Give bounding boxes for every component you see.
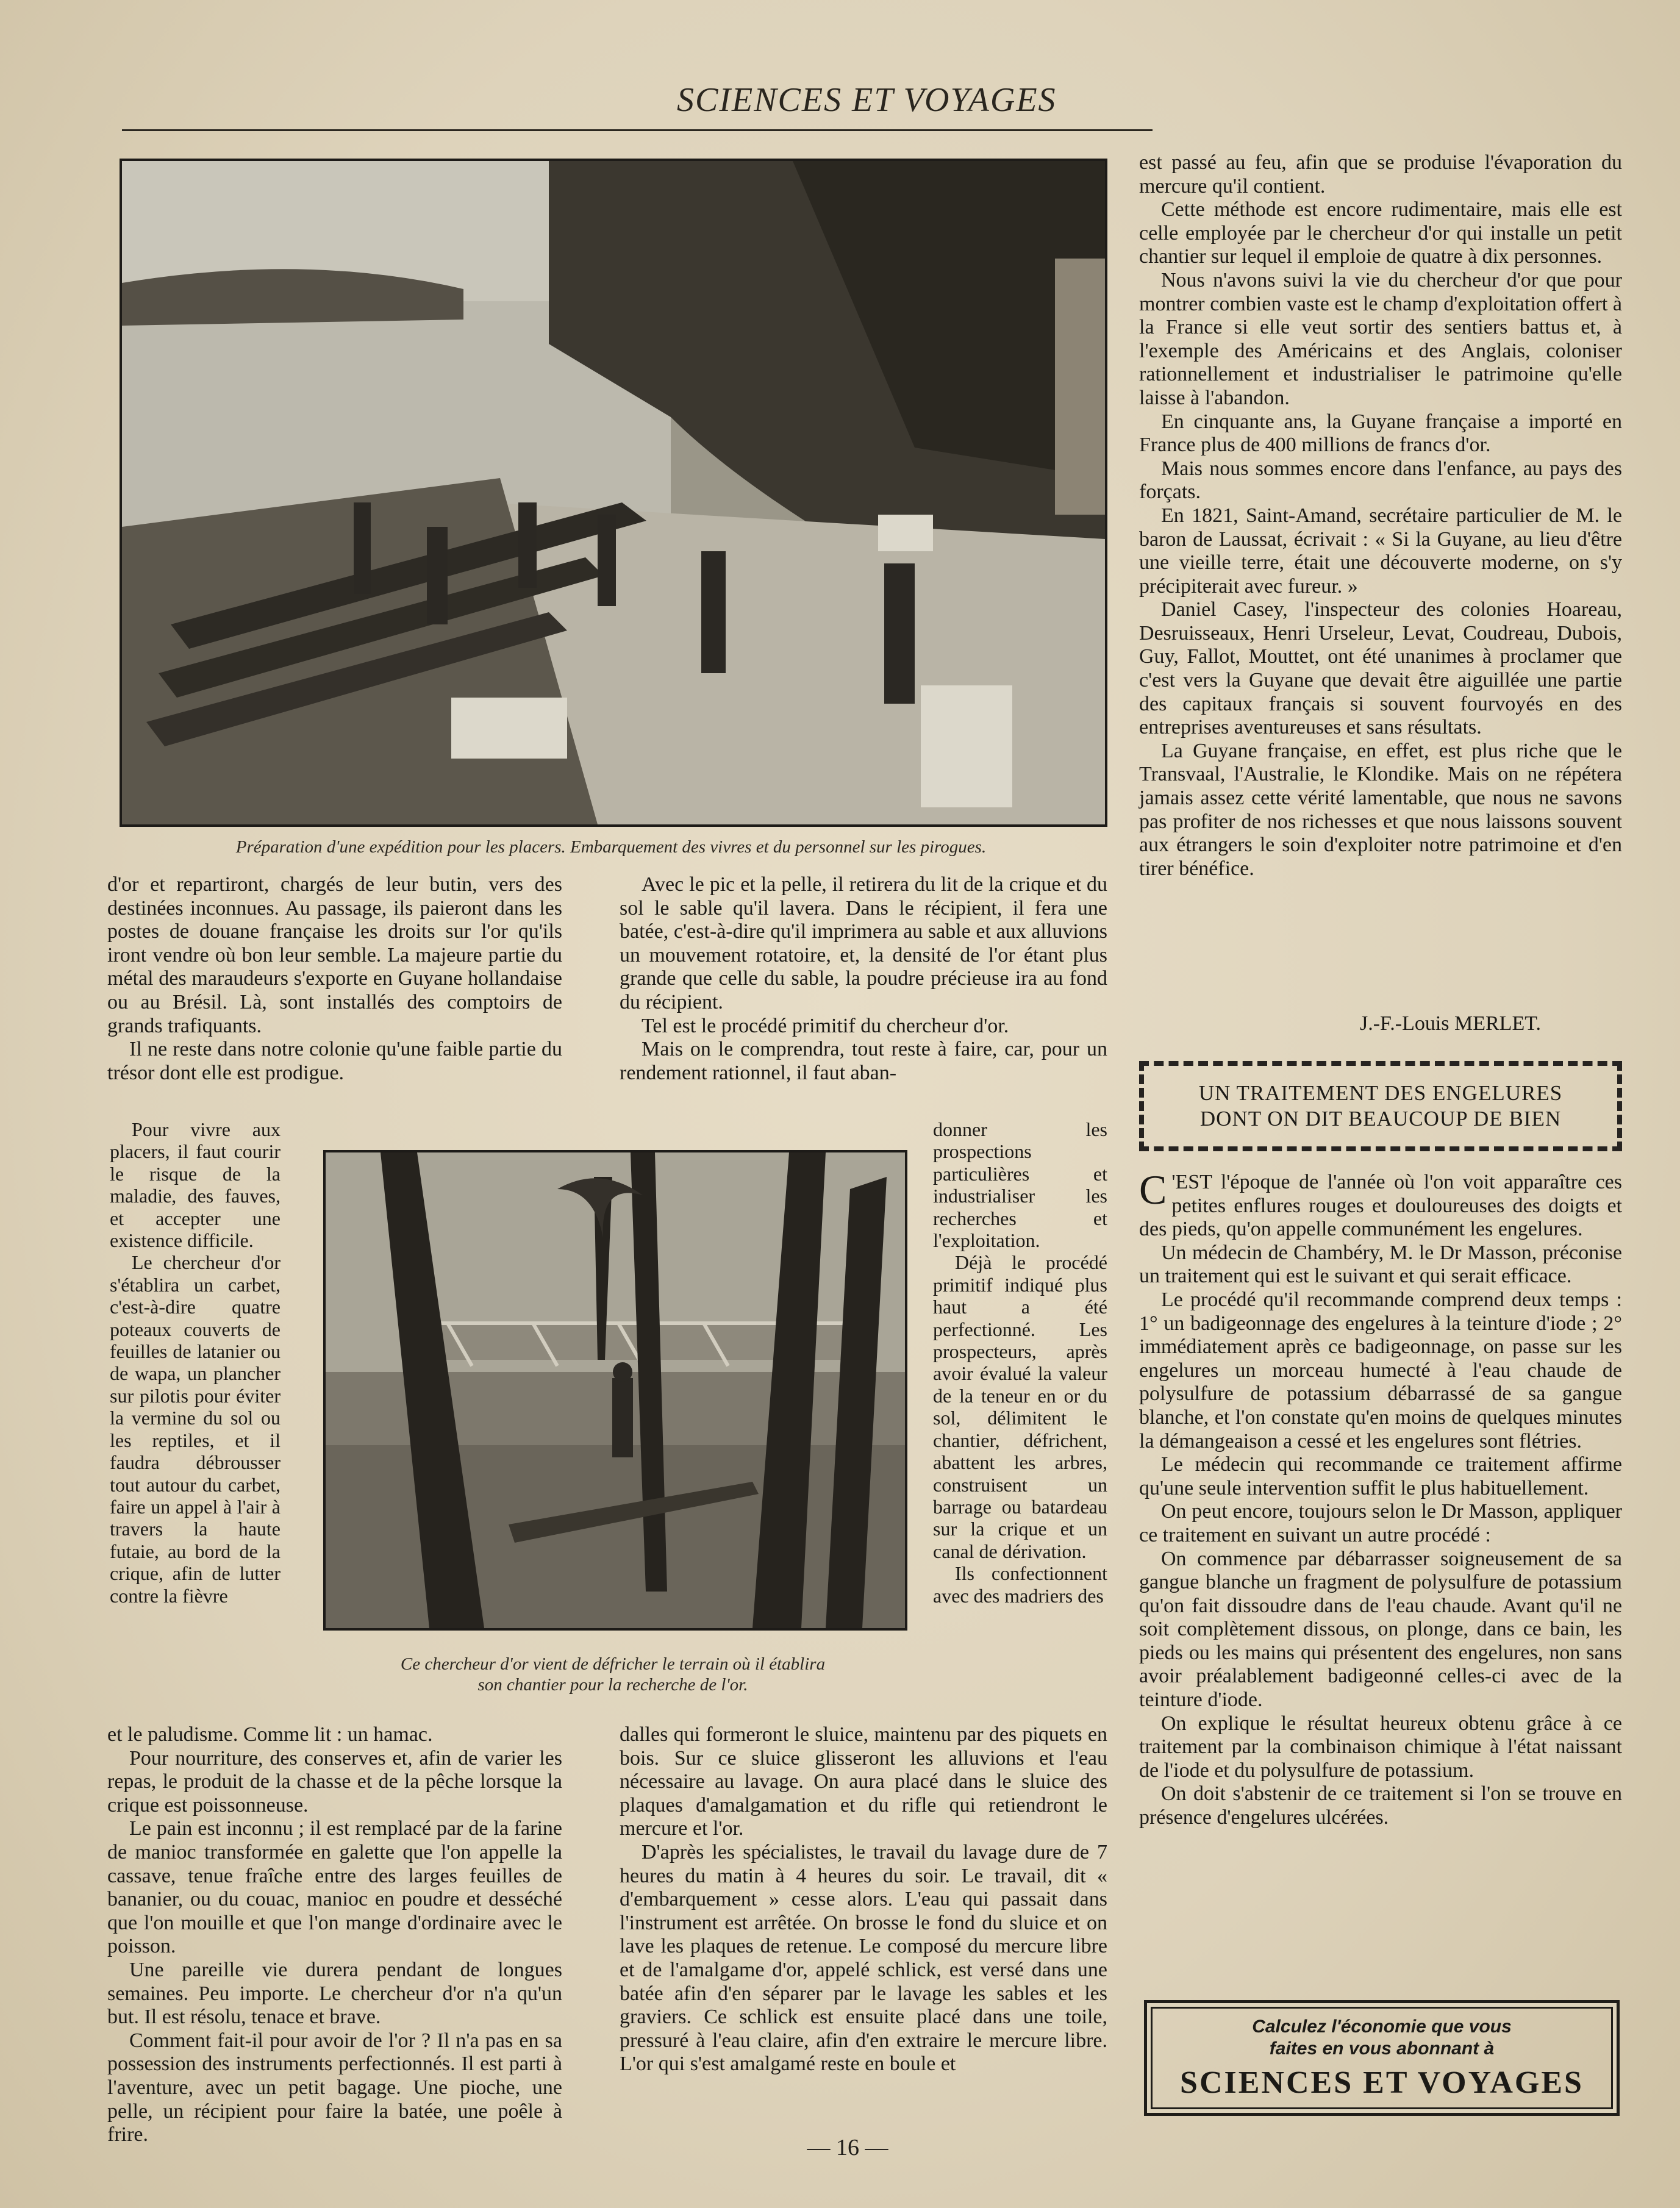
paragraph: Ils confectionnent avec des madriers des [933,1562,1107,1607]
paragraph: Le médecin qui recommande ce traitement affirme qu'une seule intervention suffit le plus habituellement. [1139,1453,1622,1499]
paragraph: est passé au feu, afin que se produise l'évaporation du mercure qu'il contient. [1139,151,1622,198]
headline-line2: DONT ON DIT BEAUCOUP DE BIEN [1199,1107,1562,1131]
paragraph: En cinquante ans, la Guyane française a importé en France plus de 400 millions de francs d'or. [1139,410,1622,457]
paragraph: Avec le pic et la pelle, il retirera du lit de la crique et du sol le sable qu'il lavera. Dans le récipient, il fera une batée, c'est-à-dire qu'il imprimera au sable et aux alluvions un mouvement rotatoire, et, la densité de l'or étant plus grande que celle du sable, la poudre précieuse ira au fond du récipient. [620,873,1107,1013]
paragraph: Le procédé qu'il recommande comprend deux temps : 1° un badigeonnage des engelures à la teinture d'iode ; 2° immédiatement après ce badigeonnage, on passe sur les engelures un morceau humecté à l'eau chaude de polysulfure de potassium débarrassé de sa gangue blanche, et l'on constate qu'en moins de quelques minutes la démangeaison a cessé et les engelures sont flétries. [1139,1288,1622,1452]
article1-col1-bottom [107,1723,562,2146]
running-head-title: SCIENCES ET VOYAGES [677,81,1057,119]
subscription-advert [1144,2000,1620,2116]
paragraph: Déjà le procédé primitif indiqué plus haut a été perfectionné. Les prospecteurs, après avoir évalué la valeur de la teneur en or du sol, délimitent le chantier, défrichent, abattent les arbres, construisent un barrage ou batardeau sur la crique et un canal de dérivation. [933,1251,1107,1562]
paragraph: Une pareille vie durera pendant de longues semaines. Peu importe. Le chercheur d'or n'a qu'un but. Il est résolu, tenace et brave. [107,1958,562,2029]
photo-clearing-illustration [326,1152,905,1628]
article1-col1-narrow [110,1118,281,1722]
paragraph: dalles qui formeront le sluice, maintenu par des piquets en bois. Sur ce sluice glisseront les alluvions et l'eau nécessaire au lavage. On aura placé dans le sluice des plaques d'amalgamation et du rifle qui retiendront le mercure et l'or. [620,1723,1107,1840]
advert-brand: SCIENCES ET VOYAGES [1180,2065,1584,2100]
paragraph: Mais nous sommes encore dans l'enfance, au pays des forçats. [1139,457,1622,504]
page-number: — 16 — [807,2135,888,2160]
caption-top-photo: Préparation d'une expédition pour les placers. Embarquement des vivres et du personnel sur les pirogues. [235,837,987,857]
dropcap: C [1139,1167,1167,1213]
paragraph: On commence par débarrasser soigneusement de sa gangue blanche un fragment de polysulfure de potassium qu'on fait dissoudre dans de l'eau chaude. Avant qu'il ne soit complètement dissous, on plonge, dans ce bain, les pieds ou les mains qui présentent des engelures, non sans avoir préalablement badigeonné celles-ci avec de la teinture d'iode. [1139,1547,1622,1712]
article1-col2-top [620,873,1107,1117]
photo-expedition-pirogues [120,159,1107,827]
paragraph: On peut encore, toujours selon le Dr Masson, appliquer ce traitement en suivant un autre procédé : [1139,1500,1622,1546]
advert-line1: Calculez l'économie que vous [1252,2016,1512,2037]
paragraph: La Guyane française, en effet, est plus riche que le Transvaal, l'Australie, le Klondike. Mais on ne répétera jamais assez cette vérité lamentable, que nous ne savons pas profiter de nos richesses et que nous laissons souvent aux étrangers le soin d'exploiter notre patrimoine et d'en tirer bénéfice. [1139,739,1622,880]
caption-middle-photo [293,1654,933,1698]
paragraph: Pour nourriture, des conserves et, afin de varier les repas, le produit de la chasse et de la pêche lorsque la crique est poissonneuse. [107,1746,562,1817]
paragraph: Un médecin de Chambéry, M. le Dr Masson, préconise un traitement qui est le suivant et qui serait efficace. [1139,1241,1622,1288]
article1-col1-top [107,873,562,1123]
headline-line1: UN TRAITEMENT DES ENGELURES [1198,1081,1563,1105]
photo-expedition-illustration [122,161,1105,824]
photo-gold-seeker-clearing [323,1150,907,1631]
author-signature: J.-F.-Louis MERLET. [1360,1012,1541,1035]
paragraph: Mais on le comprendra, tout reste à faire, car, pour un rendement rationnel, il faut aban- [620,1038,1107,1084]
paragraph-first [1139,1167,1622,1242]
paragraph: Le pain est inconnu ; il est remplacé par de la farine de manioc transformée en galette que l'on appelle la cassave, tenue fraîche entre des larges feuilles de bananier, ou du couac, manioc en poudre et desséché que l'on mouille et que l'on mange d'ordinaire avec le poisson. [107,1817,562,1958]
paragraph-first-text: 'EST l'époque de l'année où l'on voit apparaître ces petites enflures rouges et douloureuses des doigts et des pieds, qu'on appelle communément les engelures. [1139,1171,1622,1241]
paragraph: Pour vivre aux placers, il faut courir le risque de la maladie, des fauves, et accepter une existence difficile. [110,1118,281,1252]
article1-col3 [1139,151,1622,1011]
caption-middle-line2: son chantier pour la recherche de l'or. [477,1675,748,1695]
header-rule [122,129,1153,131]
paragraph: donner les prospections particulières et industrialiser les recherches et l'exploitation. [933,1118,1107,1252]
paragraph: et le paludisme. Comme lit : un hamac. [107,1723,433,1746]
paragraph: On explique le résultat heureux obtenu grâce à ce traitement par la combinaison chimique à l'état naissant de l'iode et du polysulfure de potassium. [1139,1712,1622,1782]
article1-col2-bottom [620,1723,1107,2126]
article2-body [1139,1167,1622,1988]
article1-col2-narrow [933,1118,1107,1722]
article2-headline [1139,1061,1622,1151]
paragraph: Cette méthode est encore rudimentaire, mais elle est celle employée par le chercheur d'or qui installe un petit chantier sur lequel il emploie de quatre à dix personnes. [1139,198,1622,268]
advert-line2: faites en vous abonnant à [1269,2038,1495,2059]
paragraph: Daniel Casey, l'inspecteur des colonies Hoareau, Desruisseaux, Henri Urseleur, Levat, Coudreau, Dubois, Guy, Fallot, Mouttet, ont été unanimes à proclamer que c'est vers la Guyane que devait être aiguillée une partie des capitaux français si souvent fourvoyés en des entreprises aventureuses et sans résultats. [1139,598,1622,739]
paragraph: Le chercheur d'or s'établira un carbet, c'est-à-dire quatre poteaux couverts de feuilles de latanier ou de wapa, un plancher sur pilotis pour éviter la vermine du sol ou les reptiles, et il faudra débrousser tout autour du carbet, faire un appel à l'air à travers la haute futaie, au bord de la crique, afin de lutter contre la fièvre [110,1251,281,1607]
caption-middle-line1: Ce chercheur d'or vient de défricher le terrain où il établira [400,1654,826,1674]
paragraph: Nous n'avons suivi la vie du chercheur d'or que pour montrer combien vaste est le champ d'exploitation offert à la France si elle veut sortir des sentiers battus et, à l'exemple des Américains et des Anglais, coloniser rationnellement et industrialiser le patrimoine qu'elle laisse à l'abandon. [1139,268,1622,409]
paragraph: Tel est le procédé primitif du chercheur d'or. [642,1014,1009,1037]
paragraph: Comment fait-il pour avoir de l'or ? Il n'a pas en sa possession des instruments perfectionnés. Il est parti à l'aventure, avec un petit bagage. Une pioche, une pelle, un récipient pour faire la batée, une poêle à frire. [107,2029,562,2146]
paragraph: D'après les spécialistes, le travail du lavage dure de 7 heures du matin à 4 heures du soir. Le travail, dit « d'embarquement » cesse alors. L'eau qui passait dans l'instrument est arrêtée. On brosse le fond du sluice et on lave les plaques de retenue. Le composé du mercure libre et de l'amalgame d'or, appelé schlick, est versé dans une batée afin d'en séparer par le lavage les sables et les graviers. Ce schlick est ensuite placé dans une toile, pressuré à l'eau claire, afin d'en extraire le mercure libre. L'or qui s'est amalgamé reste en boule et [620,1840,1107,2076]
paragraph: On doit s'abstenir de ce traitement si l'on se trouve en présence d'engelures ulcérées. [1139,1782,1622,1829]
paragraph: Il ne reste dans notre colonie qu'une faible partie du trésor dont elle est prodigue. [107,1038,562,1084]
paragraph: d'or et repartiront, chargés de leur butin, vers des destinées inconnues. Au passage, ils paieront dans les postes de douane française les droits sur l'or qu'ils iront vendre où bon leur semble. La majeure partie du métal des maraudeurs s'exporte en Guyane hollandaise ou au Brésil. Là, sont installés des comptoirs de grands trafiquants. [107,873,562,1037]
paragraph: En 1821, Saint-Amand, secrétaire particulier de M. le baron de Laussat, écrivait : « Si la Guyane, au lieu d'être une vieille terre, était une découverte moderne, on s'y précipiterait avec fureur. » [1139,504,1622,598]
